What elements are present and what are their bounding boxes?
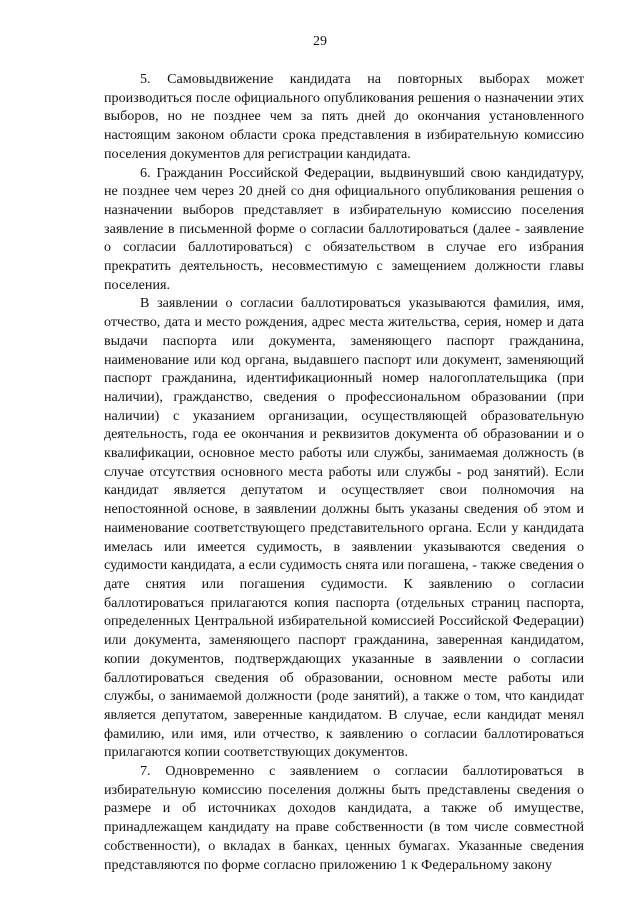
page-number: 29 (313, 34, 327, 49)
paragraph-7: 7. Одновременно с заявлением о согласии баллотироваться в избирательную комиссию поселения должны быть представлены сведения о размере и об источниках доходов кандидата, а также об имуществе, принадлежащем кандидату на праве собственности (в том числе совместной собственности), о вкладах в банках, ценных бумагах. Указанные сведения представляются по форме согласно приложению 1 к Федеральному закону (104, 763, 584, 873)
paragraph-5: 5. Самовыдвижение кандидата на повторных выборах может производиться после официального опубликования решения о назначении этих выборов, но не позднее чем за пять дней до окончания установленного настоящим законом области срока представления в избирательную комиссию поселения документов для регистрации кандидата. (104, 71, 584, 162)
paragraph-6-statement-contents: В заявлении о согласии баллотироваться указываются фамилия, имя, отчество, дата и место рождения, адрес места жительства, серия, номер и дата выдачи паспорта или документа, заменяющего паспорт гражданина, наименование или код органа, выдавшего паспорт или документ, заменяющий паспорт гражданина, идентификационный номер налогоплательщика (при наличии), гражданство, сведения о профессиональном образовании (при наличии) с указанием организации, осуществляющей образовательную деятельность, года ее окончания и реквизитов документа об образовании и о квалификации, основное место работы или службы, занимаемая должность (в случае отсутствия основного места работы или службы - род занятий). Если кандидат является депутатом и осуществляет свои полномочия на непостоянной основе, в заявлении должны быть указаны сведения об этом и наименование соответствующего представительного органа. Если у кандидата имелась или имеется судимость, в заявлении указываются сведения о судимости кандидата, а если судимость снята или погашена, - также сведения о дате снятия или погашения судимости. К заявлению о согласии баллотироваться прилагаются копия паспорта (отдельных страниц паспорта, определенных Центральной избирательной комиссией Российской Федерации) или документа, заменяющего паспорт гражданина, заверенная кандидатом, копии документов, подтверждающих указанные в заявлении о согласии баллотироваться сведения об образовании, основном месте работы или службы, о занимаемой должности (роде занятий), а также о том, что кандидат является депутатом, заверенные кандидатом. В случае, если кандидат менял фамилию, или имя, или отчество, к заявлению о согласии баллотироваться прилагаются копии соответствующих документов. (104, 295, 584, 761)
document-body (104, 70, 584, 874)
paragraph-6: 6. Гражданин Российской Федерации, выдвинувший свою кандидатуру, не позднее чем через 20 дней со дня официального опубликования решения о назначении выборов представляет в избирательную комиссию поселения заявление в письменной форме о согласии баллотироваться (далее - заявление о согласии баллотироваться) с обязательством в случае его избрания прекратить деятельность, несовместимую с замещением должности главы поселения. (104, 164, 584, 293)
